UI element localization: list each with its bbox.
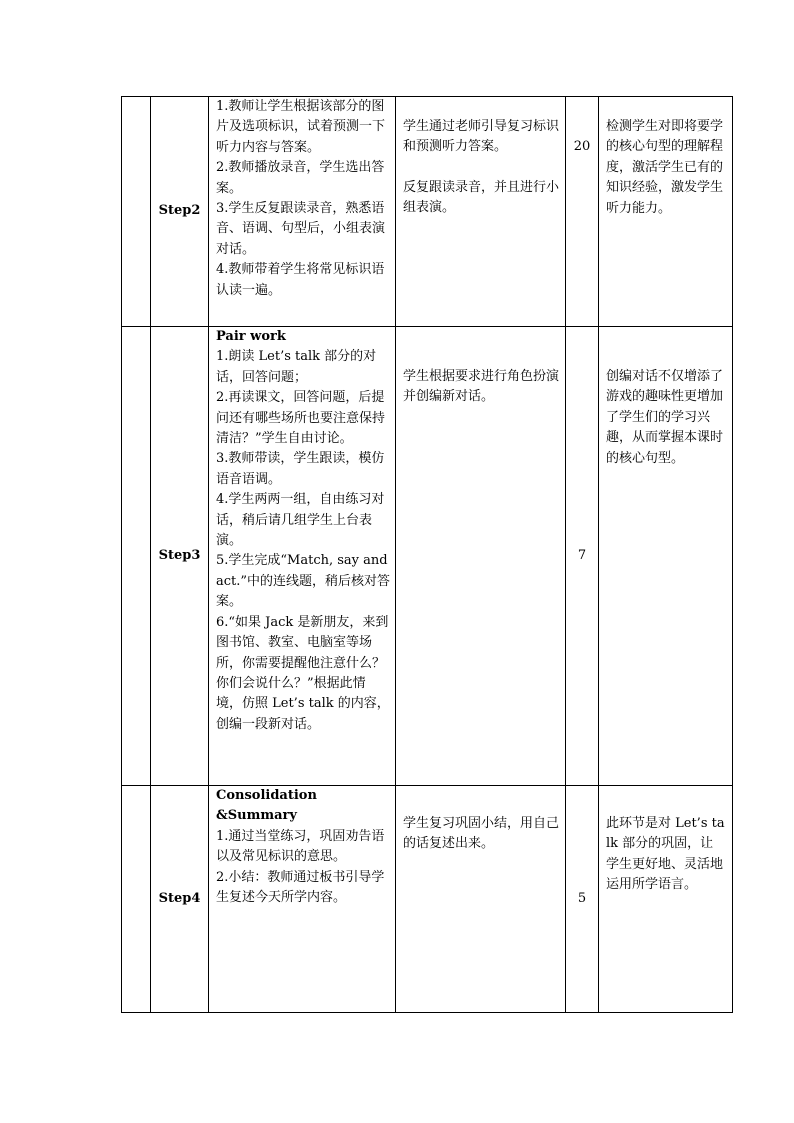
time-value: 7 [577,547,587,563]
lesson-plan-table [121,96,733,1013]
process-item: 4.教师带着学生将常见标识语认读一遍。 [216,262,385,298]
table-row-step4 [122,786,733,1013]
time-cell [566,786,599,1013]
student-activity-item: 学生根据要求进行角色扮演并创编新对话。 [403,369,560,405]
teaching-process-cell [209,327,396,786]
process-item: 4.学生两两一组，自由练习对话，稍后请几组学生上台表演。 [216,492,385,549]
student-activity-cell [396,786,566,1013]
process-item: 1.朗读 Let’s talk 部分的对话，回答问题； [216,349,377,385]
purpose-text: 检测学生对即将要学的核心句型的理解程度，激活学生已有的知识经验，激发学生听力能力。 [606,119,724,216]
process-item: 2.小结：教师通过板书引导学生复述今天所学内容。 [216,869,385,906]
time-value: 20 [573,139,591,154]
student-activity-item: 学生复习巩固小结，用自己的话复述出来。 [403,816,560,852]
step-label: Step4 [151,786,209,1013]
purpose-text: 此环节是对 Let’s talk 部分的巩固，让学生更好地、灵活地运用所学语言。 [606,816,725,893]
purpose-cell [599,327,733,786]
process-item: 2.再读课文，回答问题，后提问还有哪些场所也要注意保持清洁？”学生自由讨论。 [216,390,386,447]
time-cell [566,327,599,786]
process-item: 1.教师让学生根据该部分的图片及选项标识，试着预测一下听力内容与答案。 [216,99,386,155]
step-label: Step2 [151,97,209,327]
section-heading: &Summary [216,808,297,824]
time-value: 5 [577,890,587,906]
blank-cell [122,327,151,786]
process-item: 3.学生反复跟读录音，熟悉语音、语调、句型后，小组表演对话。 [216,201,386,257]
student-activity-cell [396,97,566,327]
blank-cell [122,97,151,327]
purpose-text: 创编对话不仅增添了游戏的趣味性更增加了学生们的学习兴趣，从而掌握本课时的核心句型。 [606,369,724,466]
student-activity-cell [396,327,566,786]
section-heading: Pair work [216,329,286,344]
teaching-process-cell [209,97,396,327]
blank-cell [122,786,151,1013]
section-heading: Consolidation [216,788,317,803]
student-activity-item: 反复跟读录音，并且进行小组表演。 [403,179,560,216]
table-row-step2 [122,97,733,327]
process-item: 5.学生完成“Match, say and act.”中的连线题，稍后核对答案。 [216,553,391,610]
step-label: Step3 [151,327,209,786]
time-cell [566,97,599,327]
table-row-step3 [122,327,733,786]
student-activity-item: 学生通过老师引导复习标识和预测听力答案。 [403,119,560,155]
process-item: 1.通过当堂练习，巩固劝告语以及常见标识的意思。 [216,828,385,865]
purpose-cell [599,786,733,1013]
teaching-process-cell [209,786,396,1013]
process-item: 6.“如果 Jack 是新朋友，来到图书馆、教室、电脑室等场所，你需要提醒他注意什么？你们会说什么？”根据此情境，仿照 Let’s talk 的内容，创编一段新对话。 [216,614,390,732]
purpose-cell [599,97,733,327]
process-item: 3.教师带读，学生跟读，模仿语音语调。 [216,451,385,487]
process-item: 2.教师播放录音，学生选出答案。 [216,160,385,196]
